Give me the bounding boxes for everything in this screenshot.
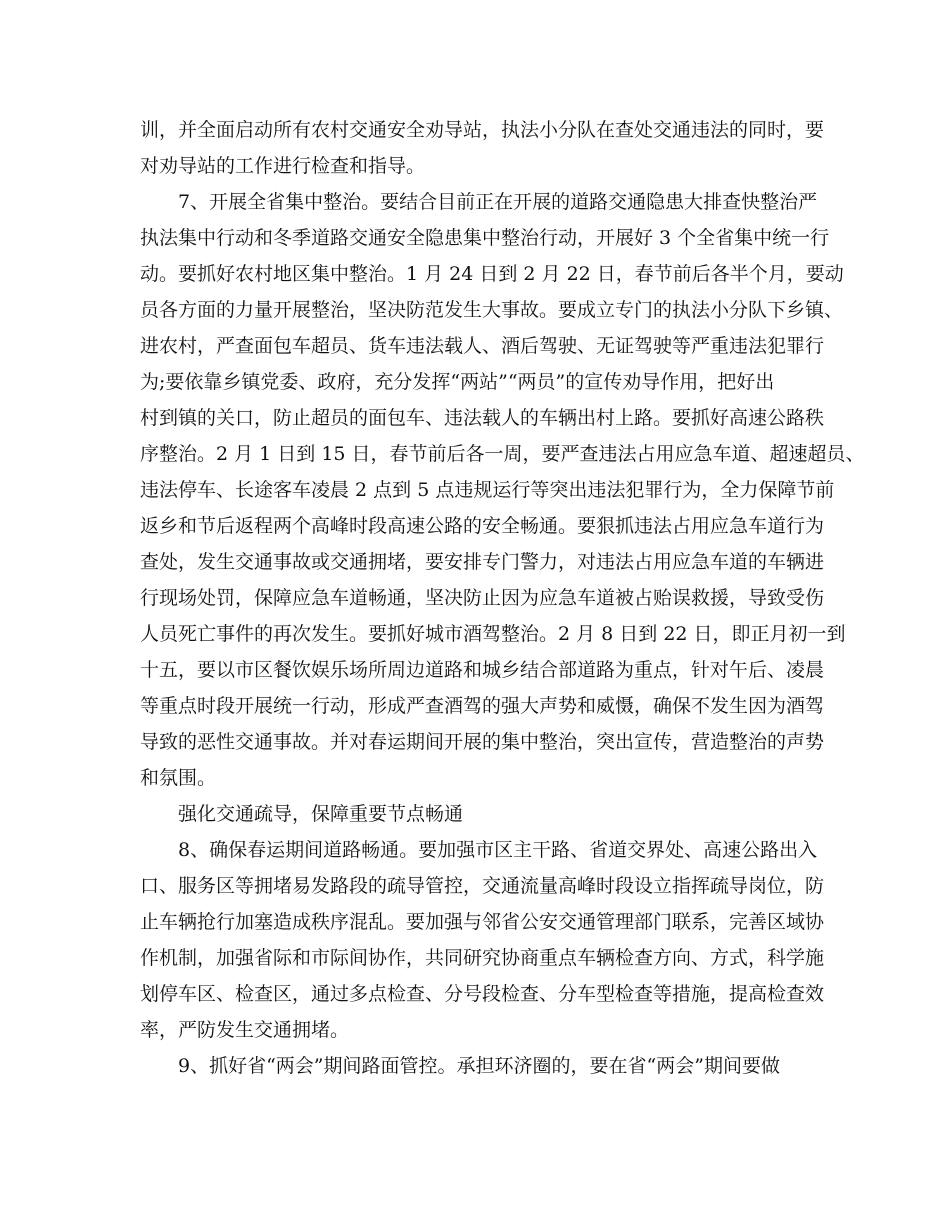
text-line: 十五，要以市区餐饮娱乐场所周边道路和城乡结合部道路为重点，针对午后、凌晨: [140, 659, 825, 681]
text-line: 训，并全面启动所有农村交通安全劝导站，执法小分队在查处交通违法的同时，要: [140, 119, 825, 141]
text-line: 村到镇的关口，防止超员的面包车、违法载人的车辆出村上路。要抓好高速公路秩: [140, 407, 825, 429]
text-line: 返乡和节后返程两个高峰时段高速公路的安全畅通。要狠抓违法占用应急车道行为: [140, 515, 825, 537]
text-line: 作机制，加强省际和市际间协作，共同研究协商重点车辆检查方向、方式，科学施: [140, 947, 825, 969]
text-line: 导致的恶性交通事故。并对春运期间开展的集中整治，突出宣传，营造整治的声势: [140, 731, 825, 753]
text-line: 进农村，严查面包车超员、货车违法载人、酒后驾驶、无证驾驶等严重违法犯罪行: [140, 335, 825, 357]
text-line: 等重点时段开展统一行动，形成严查酒驾的强大声势和威慑，确保不发生因为酒驾: [140, 695, 825, 717]
text-line: 人员死亡事件的再次发生。要抓好城市酒驾整治。2 月 8 日到 22 日，即正月初一到: [140, 623, 846, 645]
text-line: 和氛围。: [140, 767, 217, 789]
text-line: 执法集中行动和冬季道路交通安全隐患集中整治行动，开展好 3 个全省集中统一行: [140, 227, 830, 249]
text-line: 划停车区、检查区，通过多点检查、分号段检查、分车型检查等措施，提高检查效: [140, 983, 825, 1005]
text-line: 动。要抓好农村地区集中整治。1 月 24 日到 2 月 22 日，春节前后各半个月，要动: [140, 263, 844, 285]
paragraph-start-line: 7、开展全省集中整治。要结合目前正在开展的道路交通隐患大排查快整治严: [178, 191, 818, 213]
section-heading: 强化交通疏导，保障重要节点畅通: [178, 803, 464, 825]
text-line: 员各方面的力量开展整治，坚决防范发生大事故。要成立专门的执法小分队下乡镇、: [140, 299, 844, 321]
text-line: 对劝导站的工作进行检查和指导。: [140, 155, 426, 177]
text-line: 序整治。2 月 1 日到 15 日，春节前后各一周，要严查违法占用应急车道、超速超员、: [140, 443, 865, 465]
text-line: 行现场处罚，保障应急车道畅通，坚决防止因为应急车道被占贻误救援，导致受伤: [140, 587, 825, 609]
text-line: 违法停车、长途客车凌晨 2 点到 5 点违规运行等突出违法犯罪行为，全力保障节前: [140, 479, 835, 501]
text-line: 口、服务区等拥堵易发路段的疏导管控，交通流量高峰时段设立指挥疏导岗位，防: [140, 875, 825, 897]
paragraph-start-line: 8、确保春运期间道路畅通。要加强市区主干路、省道交界处、高速公路出入: [178, 839, 818, 861]
text-line: 率，严防发生交通拥堵。: [140, 1019, 350, 1041]
text-line: 止车辆抢行加塞造成秩序混乱。要加强与邻省公安交通管理部门联系，完善区域协: [140, 911, 825, 933]
text-line: 查处，发生交通事故或交通拥堵，要安排专门警力，对违法占用应急车道的车辆进: [140, 551, 825, 573]
text-line: 为;要依靠乡镇党委、政府，充分发挥“两站”“两员”的宣传劝导作用，把好出: [140, 371, 775, 393]
paragraph-start-line: 9、抓好省“两会”期间路面管控。承担环济圈的，要在省“两会”期间要做: [178, 1055, 780, 1077]
